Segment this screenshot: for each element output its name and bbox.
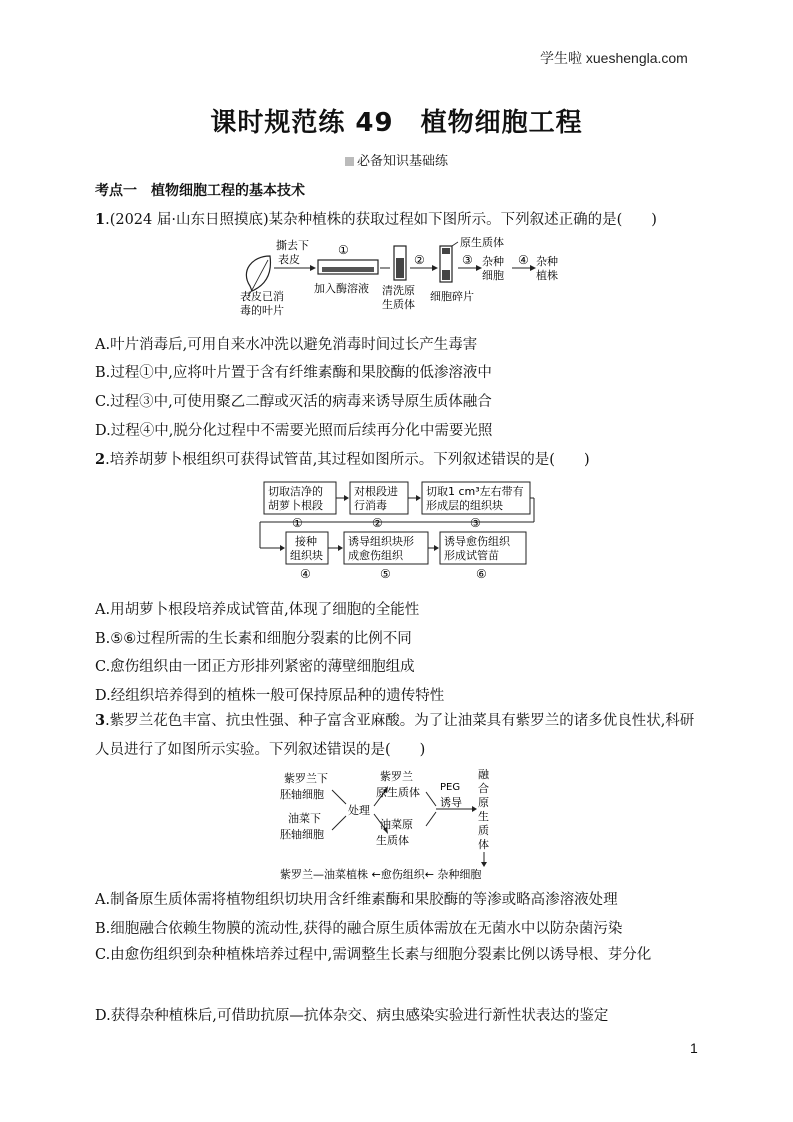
q3-fusion-3: 原: [478, 796, 489, 809]
q2-option-b: B.⑤⑥过程所需的生长素和细胞分裂素的比例不同: [95, 631, 412, 647]
q1-stem-text: .(2024 届·山东日照摸底)某杂种植株的获取过程如下图所示。下列叙述正确的是( ): [105, 212, 657, 228]
q2-b5b: 成愈伤组织: [348, 549, 403, 562]
q1-protoplast: 原生质体: [460, 236, 504, 249]
q1-c4: ④: [518, 253, 529, 267]
q1-wash-2: 生质体: [382, 298, 415, 311]
q2-b1b: 胡萝卜根段: [268, 499, 323, 512]
q1-c3: ③: [462, 253, 473, 267]
q2-n4: ④: [300, 567, 311, 581]
q3-option-b: B.细胞融合依赖生物膜的流动性,获得的融合原生质体需放在无菌水中以防杂菌污染: [95, 921, 623, 937]
q3-r1: 油菜下: [288, 812, 321, 825]
section-header-text: 必备知识基础练: [356, 154, 448, 169]
q1-hybrid-cell-1: 杂种: [482, 255, 504, 268]
q1-option-a: A.叶片消毒后,可用自来水冲洗以避免消毒时间过长产生毒害: [95, 337, 478, 353]
q1-wash-1: 清洗原: [382, 284, 415, 297]
q3-stem: [95, 706, 705, 765]
page-title: 课时规范练 49 植物细胞工程: [210, 108, 583, 138]
q1-hybrid-plant-2: 植株: [536, 269, 558, 282]
leaf-icon: [246, 256, 270, 291]
q3-bottom-flow: 紫罗兰—油菜植株 ←愈伤组织← 杂种细胞: [280, 868, 482, 881]
q1-step-top-1: 撕去下: [276, 239, 309, 252]
q2-b2b: 行消毒: [354, 499, 387, 512]
q3-fusion-2: 合: [478, 782, 489, 795]
q3-vp1: 紫罗兰: [380, 770, 413, 783]
q2-b3a: 切取1 cm³左右带有: [426, 485, 524, 498]
q1-leaf-label-2: 毒的叶片: [240, 304, 284, 317]
q2-n5: ⑤: [380, 567, 391, 581]
q1-c1: ①: [338, 243, 349, 257]
watermark: 学生啦 xueshengla.com: [540, 50, 688, 66]
q3-number: 3: [95, 712, 106, 729]
kaodian-heading: 考点一 植物细胞工程的基本技术: [95, 183, 305, 199]
q2-stem-text: .培养胡萝卜根组织可获得试管苗,其过程如图所示。下列叙述错误的是( ): [105, 452, 590, 468]
q3-rp2: 生质体: [376, 834, 409, 847]
q3-option-a: A.制备原生质体需将植物组织切块用含纤维素酶和果胶酶的等渗或略高渗溶液处理: [95, 892, 618, 908]
q2-n3: ③: [470, 516, 481, 530]
q3-fusion-5: 质: [478, 824, 489, 837]
q2-b2a: 对根段进: [354, 485, 398, 498]
q3-induce: 诱导: [440, 796, 462, 809]
section-square-icon: [345, 157, 354, 166]
q2-b6b: 形成试管苗: [444, 549, 499, 562]
q1-stem: [95, 208, 705, 229]
q3-stem-text: .紫罗兰花色丰富、抗虫性强、种子富含亚麻酸。为了让油菜具有紫罗兰的诸多优良性状,科研人员进行了如图所示实验。下列叙述错误的是( ): [95, 713, 695, 758]
q1-leaf-label-1: 表皮已消: [240, 290, 284, 303]
q2-n1: ①: [292, 516, 303, 530]
q1-debris: 细胞碎片: [430, 290, 474, 303]
page-number: 1: [690, 1040, 698, 1056]
q1-hybrid-cell-2: 细胞: [482, 269, 504, 282]
q3-peg: PEG: [440, 782, 461, 793]
q2-b6a: 诱导愈伤组织: [444, 535, 510, 548]
q2-b1a: 切取洁净的: [268, 485, 323, 498]
q2-b3b: 形成层的组织块: [426, 499, 503, 512]
q1-figure: [230, 236, 570, 320]
q2-n2: ②: [372, 516, 383, 530]
q2-figure: [258, 478, 538, 584]
q2-number: 2: [95, 451, 106, 468]
q3-figure: [276, 766, 536, 882]
section-header: [0, 150, 793, 169]
q1-number: 1: [95, 211, 106, 228]
q2-b4b: 组织块: [290, 549, 323, 562]
q2-option-d: D.经组织培养得到的植株一般可保持原品种的遗传特性: [95, 688, 445, 704]
q1-option-c: C.过程③中,可使用聚乙二醇或灭活的病毒来诱导原生质体融合: [95, 394, 492, 410]
q3-treat: 处理: [348, 804, 370, 817]
q1-step-top-2: 表皮: [278, 253, 300, 266]
q2-option-a: A.用胡萝卜根段培养成试管苗,体现了细胞的全能性: [95, 602, 420, 618]
q2-n6: ⑥: [476, 567, 487, 581]
q3-fusion-4: 生: [478, 810, 489, 823]
q2-b5a: 诱导组织块形: [348, 535, 414, 548]
q2-b4a: 接种: [295, 535, 317, 548]
q1-c2: ②: [414, 253, 425, 267]
q3-vp2: 原生质体: [376, 786, 420, 799]
q1-option-b: B.过程①中,应将叶片置于含有纤维素酶和果胶酶的低渗溶液中: [95, 365, 492, 381]
q1-option-d: D.过程④中,脱分化过程中不需要光照而后续再分化中需要光照: [95, 423, 493, 439]
q3-v1: 紫罗兰下: [284, 772, 328, 785]
q3-fusion-1: 融: [478, 768, 489, 781]
q3-fusion-6: 体: [478, 838, 489, 851]
q3-v2: 胚轴细胞: [280, 788, 324, 801]
q1-enzyme: 加入酶溶液: [314, 282, 369, 295]
q2-stem: [95, 448, 705, 469]
q1-hybrid-plant-1: 杂种: [536, 255, 558, 268]
q3-option-d: D.获得杂种植株后,可借助抗原—抗体杂交、病虫感染实验进行新性状表达的鉴定: [95, 1008, 609, 1024]
q3-r2: 胚轴细胞: [280, 828, 324, 841]
q3-option-c: C.由愈伤组织到杂种植株培养过程中,需调整生长素与细胞分裂素比例以诱导根、芽分化: [95, 947, 652, 963]
q2-option-c: C.愈伤组织由一团正方形排列紧密的薄壁细胞组成: [95, 659, 415, 675]
q3-rp1: 油菜原: [380, 818, 413, 831]
